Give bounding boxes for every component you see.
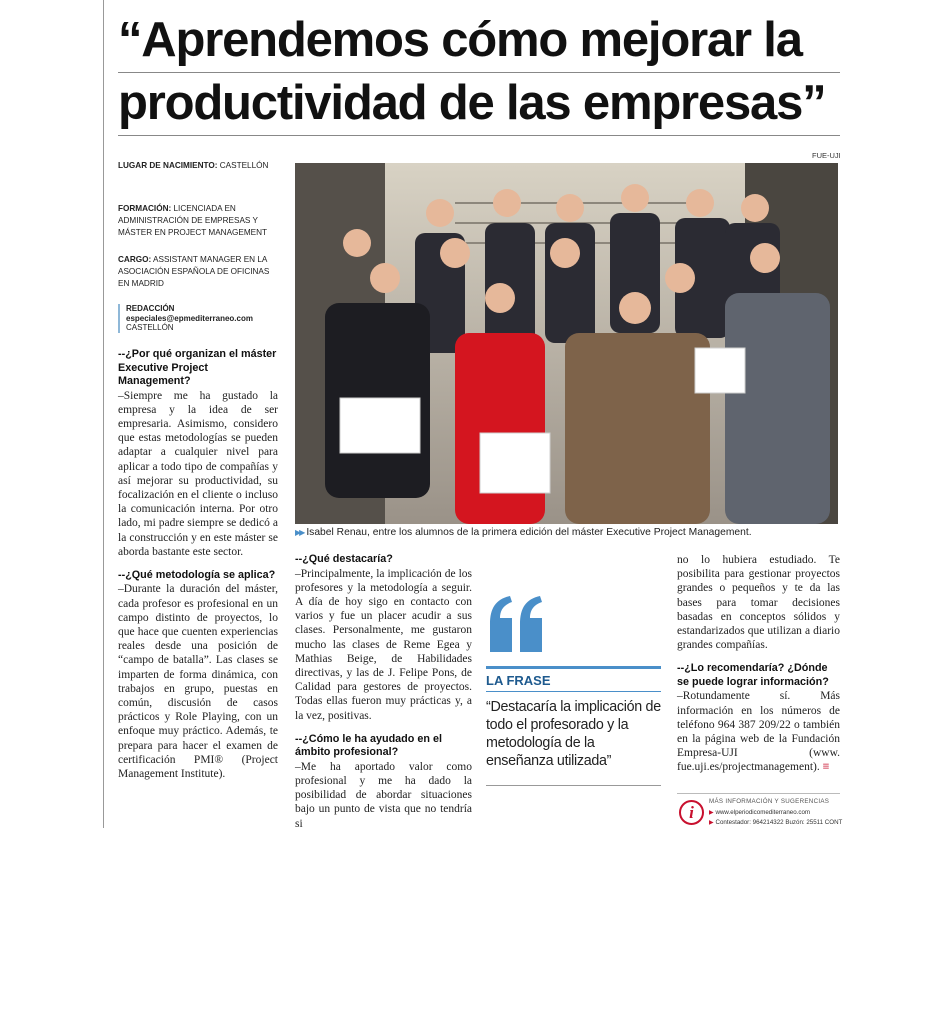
column-1 xyxy=(118,348,278,781)
photo-credit: FUE-UJI xyxy=(812,151,841,160)
byline xyxy=(118,304,286,333)
group-photo xyxy=(295,163,838,524)
column-2 xyxy=(295,553,472,831)
photo-caption: ▶▶ Isabel Renau, entre los alumnos de la primera edición del máster Executive Project Management. xyxy=(295,527,752,538)
quote-title: LA FRASE xyxy=(486,673,551,688)
column-3 xyxy=(677,553,840,775)
answer-1: –Siempre me ha gustado la empresa y la idea de ser empresaria. Asimismo, considero que estas metodologías se pueden adaptar a cualquier nivel para aplicar a todo tipo de compañías y así mejorar su productividad, su focalización en el cliente o incluso la comunicación interna. Por otro lado, mi padre siempre se dedicó a la construcción y en este máster se aborda bastante este sector. xyxy=(118,389,278,558)
profile-birthplace: LUGAR DE NACIMIENTO: CASTELLÓN xyxy=(118,161,269,170)
profile-education: FORMACIÓN: LICENCIADA EN ADMINISTRACIÓN DE EMPRESAS Y MÁSTER EN PROJECT MANAGEMENT xyxy=(118,204,268,237)
info-title: MÁS INFORMACIÓN Y SUGERENCIAS xyxy=(709,798,830,805)
answer-3: –Principalmente, la implicación de los profesores y la metodología a seguir. A día de hoy sigo en contacto con varios y fue un placer acudir a sus clases. Personalmente, me gustaron mucho las clases de Reme Egea y Mathias Beige, de Habilidades directivas, y las de J. Felipe Pons, de Calidad para gestores de proyectos. Todas ellas fueron muy prácticas y, a la vez, positivas. xyxy=(295,567,472,722)
question-1: --¿Por qué organizan el máster Executive Project Management? xyxy=(118,348,277,387)
quote-mark-icon xyxy=(486,596,661,659)
byline-email: especiales@epmediterraneo.com xyxy=(126,313,253,323)
headline-rule-bottom xyxy=(118,135,840,136)
bullet-arrow-icon: ▶ xyxy=(709,819,714,826)
headline-line-2: productividad de las empresas” xyxy=(118,76,826,130)
question-3: --¿Qué destacaría? xyxy=(295,553,393,565)
answer-5: –Rotundamente sí. Más información en los números de teléfono 964 387 209/22 o también en la página web de la Fundación Empresa-UJI (www. fue.uji.es/projectmanagement). ≡ xyxy=(677,690,840,774)
info-icon: i xyxy=(679,800,704,825)
headline-rule xyxy=(118,72,840,73)
end-mark-icon: ≡ xyxy=(822,761,829,774)
quote-bottom-rule xyxy=(486,785,661,786)
info-box xyxy=(677,793,843,829)
info-web[interactable]: ▶ www.elperiodicomediterraneo.com xyxy=(709,809,811,816)
quote-title-rule xyxy=(486,691,661,692)
caption-arrow-icon: ▶▶ xyxy=(295,528,304,537)
answer-4-continued: no lo hubiera estudiado. Te posibilita para gestionar proyectos grandes o pequeños y te da las bases para tomar decisiones basadas en conceptos sólidos y estandarizados que utilizan a diario grandes compañías. xyxy=(677,554,840,652)
column-divider xyxy=(103,0,104,828)
question-2: --¿Qué metodología se aplica? xyxy=(118,568,276,581)
info-contact: ▶ Contestador: 964214322 Buzón: 25511 CONT xyxy=(709,819,843,826)
question-4: --¿Cómo le ha ayudado en el ámbito profesional? xyxy=(295,732,442,759)
answer-4: –Me ha aportado valor como profesional y me ha dado la posibilidad de abordar situaciones bajo un punto de vista que no tendría si xyxy=(295,760,472,830)
quote-text: “Destacaría la implicación de todo el profesorado y la metodología de la enseñanza utilizada” xyxy=(486,699,661,769)
question-5: --¿Lo recomendaría? ¿Dónde se puede lograr información? xyxy=(677,662,829,688)
profile-position: CARGO: ASSISTANT MANAGER EN LA ASOCIACIÓN ESPAÑOLA DE OFICINAS EN MADRID xyxy=(118,255,270,288)
quote-top-bar xyxy=(486,666,661,669)
byline-city: CASTELLÓN xyxy=(126,323,174,332)
answer-2: –Durante la duración del máster, cada profesor es profesional en un campo distinto de proyectos, lo que hace que cuenten experiencias reales desde una posición de “campo de batalla”. Las clases se imparten de forma dinámica, con trabajos en grupo, puestas en común, discusión de casos prácticos y Role Playing, con un enfoque muy práctico. Además, te prepara para hacer el examen de certificación PMI® (Project Management Institute). xyxy=(118,583,278,781)
group-photo-illustration xyxy=(295,163,838,524)
byline-label: REDACCIÓN xyxy=(126,304,175,313)
headline-line-1: “Aprendemos cómo mejorar la xyxy=(118,13,802,67)
bullet-arrow-icon: ▶ xyxy=(709,809,714,816)
